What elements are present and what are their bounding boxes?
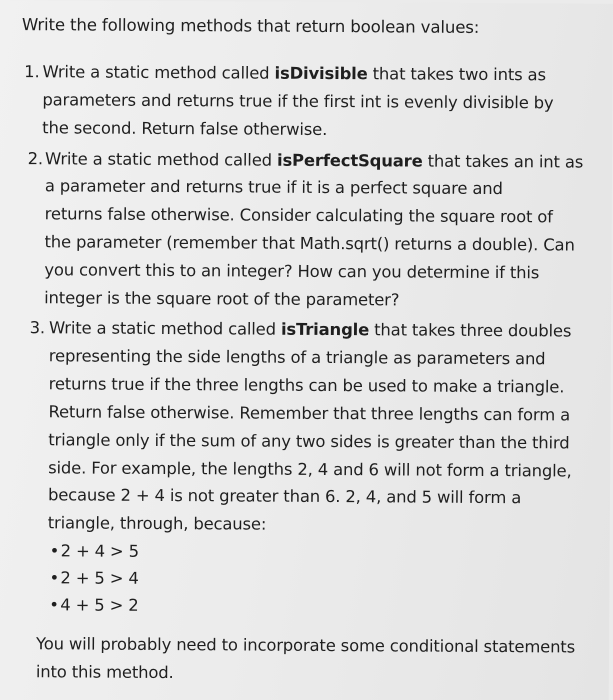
- item-line: parameters and returns true if the first int is evenly divisible by: [42, 90, 554, 113]
- item-line: triangle only if the sum of any two sides is greater than the third: [48, 430, 570, 453]
- item-line: integer is the square root of the parameter?: [44, 288, 400, 310]
- item-line: Write a static method called isPerfectSquare that takes an int as: [44, 149, 584, 172]
- item-line: representing the side lengths of a triangle as parameters and: [48, 346, 546, 369]
- item-number: 2.: [27, 149, 44, 169]
- item-line: Return false otherwise. Remember that three lengths can form a: [48, 402, 571, 425]
- item-number: 3.: [29, 318, 46, 338]
- item-line: Write a static method called isTriangle that takes three doubles: [48, 318, 572, 341]
- bullet-item: •4 + 5 > 2: [49, 595, 139, 615]
- instructions-heading: Write the following methods that return boolean values:: [21, 15, 480, 37]
- item-line: because 2 + 4 is not greater than 6. 2, 4, and 5 will form a: [47, 485, 522, 508]
- item-line: Write a static method called isDivisible that takes two ints as: [42, 62, 546, 85]
- method-name-isPerfectSquare: isPerfectSquare: [276, 150, 423, 171]
- method-name-isDivisible: isDivisible: [274, 63, 368, 84]
- item-number: 1.: [24, 62, 40, 82]
- closing-line: into this method.: [35, 662, 174, 683]
- item-line: triangle, through, because:: [47, 513, 267, 534]
- bullet-item: •2 + 5 > 4: [49, 568, 139, 588]
- item-line: side. For example, the lengths 2, 4 and 6 will not form a triangle,: [48, 458, 572, 481]
- item-line: returns true if the three lengths can be used to make a triangle.: [48, 374, 565, 397]
- item-line: the parameter (remember that Math.sqrt() returns a double). Can: [44, 232, 575, 255]
- item-line: you convert this to an integer? How can you determine if this: [44, 260, 540, 283]
- bullet-item: •2 + 4 > 5: [49, 541, 139, 561]
- item-line: a parameter and returns true if it is a perfect square and: [44, 176, 503, 199]
- method-name-isTriangle: isTriangle: [280, 319, 370, 340]
- item-line: returns false otherwise. Consider calculating the square root of: [44, 204, 553, 227]
- item-line: the second. Return false otherwise.: [42, 118, 328, 140]
- closing-line: You will probably need to incorporate some conditional statements: [36, 634, 576, 657]
